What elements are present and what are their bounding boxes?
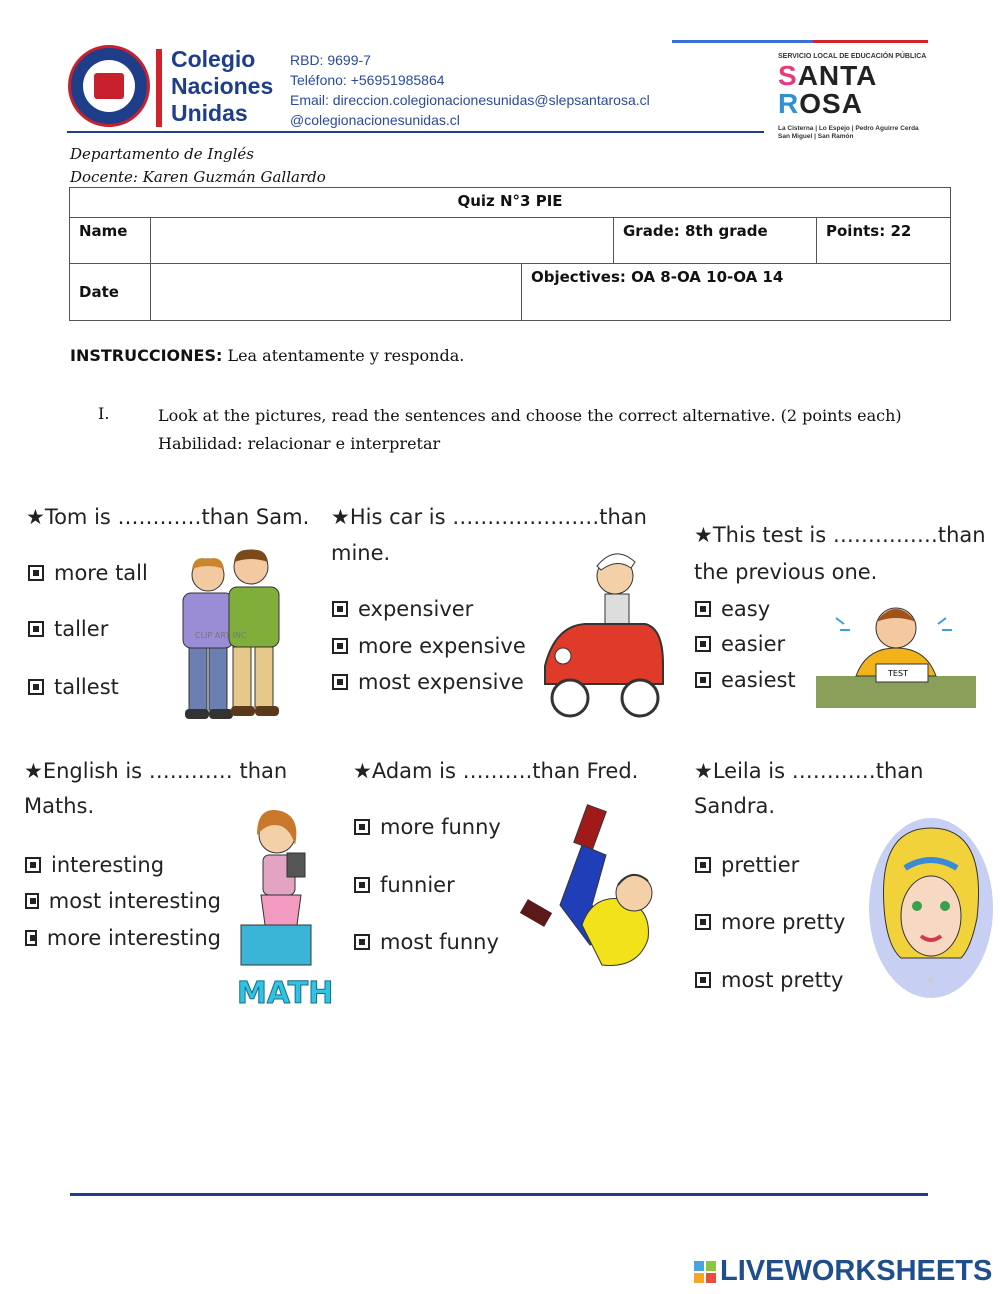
checkbox-icon[interactable] bbox=[332, 674, 348, 690]
boy-taking-test-picture bbox=[816, 598, 976, 708]
checkbox-icon[interactable] bbox=[332, 601, 348, 617]
question-2-cont: mine. bbox=[331, 541, 391, 565]
teacher: Docente: Karen Guzmán Gallardo bbox=[70, 168, 326, 186]
name-field[interactable] bbox=[151, 218, 614, 264]
checkbox-icon[interactable] bbox=[695, 914, 711, 930]
question-3-cont: the previous one. bbox=[694, 560, 878, 584]
santa-text: ANTA bbox=[797, 60, 878, 91]
header-rule bbox=[67, 131, 764, 133]
santa-rosa-logo: SANTA ROSA bbox=[778, 60, 878, 119]
liveworksheets-icon bbox=[694, 1261, 716, 1283]
checkbox-icon[interactable] bbox=[695, 601, 711, 617]
section-text: Look at the pictures, read the sentences and choose the correct alternative. (2 points each) bbox=[158, 406, 902, 425]
checkbox-icon[interactable] bbox=[354, 877, 370, 893]
section-instructions bbox=[158, 402, 918, 458]
instructions: INSTRUCCIONES: Lea atentamente y responda. bbox=[70, 346, 465, 365]
school-name: Colegio Naciones Unidas bbox=[171, 46, 274, 126]
phone: Teléfono: +56951985864 bbox=[290, 72, 445, 88]
man-in-car-picture bbox=[535, 546, 663, 722]
rbd: RBD: 9699-7 bbox=[290, 52, 371, 68]
department-info bbox=[70, 143, 326, 189]
option-3a[interactable]: easy bbox=[695, 597, 770, 621]
option-3c[interactable]: easiest bbox=[695, 668, 796, 692]
checkbox-icon[interactable] bbox=[695, 672, 711, 688]
slep-communes: La Cisterna | Lo Espejo | Pedro Aguirre Cerda San Miguel | San Ramón bbox=[778, 125, 919, 140]
question-5: ★Adam is ……….than Fred. bbox=[353, 759, 639, 783]
checkbox-icon[interactable] bbox=[695, 972, 711, 988]
points: Points: 22 bbox=[817, 218, 951, 264]
question-4: ★English is ………… than bbox=[24, 759, 288, 783]
objectives: Objectives: OA 8-OA 10-OA 14 bbox=[522, 264, 951, 321]
option-1c[interactable]: tallest bbox=[28, 675, 119, 699]
question-6-cont: Sandra. bbox=[694, 794, 776, 818]
option-2a[interactable]: expensiver bbox=[332, 597, 473, 621]
school-logo bbox=[68, 45, 150, 127]
option-5c[interactable]: most funny bbox=[354, 930, 499, 954]
falling-man-picture bbox=[522, 805, 670, 985]
question-1: ★Tom is …………than Sam. bbox=[26, 505, 310, 529]
question-2: ★His car is …………………than bbox=[331, 505, 647, 529]
checkbox-icon[interactable] bbox=[25, 930, 37, 946]
footer-rule bbox=[70, 1193, 928, 1196]
checkbox-icon[interactable] bbox=[25, 893, 39, 909]
option-5a[interactable]: more funny bbox=[354, 815, 501, 839]
liveworksheets-logo[interactable]: LIVEWORKSHEETS bbox=[694, 1255, 992, 1288]
two-boys-picture bbox=[163, 545, 291, 725]
checkbox-icon[interactable] bbox=[25, 857, 41, 873]
checkbox-icon[interactable] bbox=[695, 636, 711, 652]
date-field[interactable] bbox=[151, 264, 522, 321]
option-6c[interactable]: most pretty bbox=[695, 968, 843, 992]
header-top-rule bbox=[672, 40, 928, 43]
section-number: I. bbox=[98, 404, 110, 423]
clipart-watermark: CLIP ART INC bbox=[195, 631, 247, 640]
school-contact bbox=[290, 50, 650, 130]
option-6b[interactable]: more pretty bbox=[695, 910, 845, 934]
question-4-cont: Maths. bbox=[24, 794, 95, 818]
girl-on-math-book-picture bbox=[233, 805, 334, 1011]
checkbox-icon[interactable] bbox=[28, 565, 44, 581]
option-1b[interactable]: taller bbox=[28, 617, 108, 641]
test-paper-label: TEST bbox=[888, 669, 908, 678]
option-4a[interactable]: interesting bbox=[25, 853, 221, 877]
slep-label: SERVICIO LOCAL DE EDUCACIÓN PÚBLICA bbox=[778, 53, 927, 60]
option-4c[interactable]: more interesting bbox=[25, 926, 221, 950]
quiz-info-table bbox=[69, 187, 951, 321]
grade: Grade: 8th grade bbox=[614, 218, 817, 264]
logo-divider bbox=[156, 49, 162, 127]
email: Email: direccion.colegionacionesunidas@slepsantarosa.cl bbox=[290, 92, 650, 108]
option-3b[interactable]: easier bbox=[695, 632, 785, 656]
option-2c[interactable]: most expensive bbox=[332, 670, 524, 694]
checkbox-icon[interactable] bbox=[695, 857, 711, 873]
name-label: Name bbox=[70, 218, 151, 264]
checkbox-icon[interactable] bbox=[332, 638, 348, 654]
option-2b[interactable]: more expensive bbox=[332, 634, 526, 658]
social-handle: @colegionacionesunidas.cl bbox=[290, 112, 460, 128]
option-1a[interactable]: more tall bbox=[28, 561, 148, 585]
department: Departamento de Inglés bbox=[70, 145, 254, 163]
checkbox-icon[interactable] bbox=[354, 934, 370, 950]
quiz-title: Quiz N°3 PIE bbox=[70, 188, 951, 218]
option-6a[interactable]: prettier bbox=[695, 853, 799, 877]
question-6: ★Leila is …………than bbox=[694, 759, 924, 783]
section-skill: Habilidad: relacionar e interpretar bbox=[158, 434, 441, 453]
checkbox-icon[interactable] bbox=[354, 819, 370, 835]
date-label: Date bbox=[70, 264, 151, 321]
checkbox-icon[interactable] bbox=[28, 679, 44, 695]
blonde-woman-picture bbox=[865, 808, 995, 1003]
option-4b[interactable]: most interesting bbox=[25, 889, 221, 913]
question-3: ★This test is ……………than bbox=[694, 523, 986, 547]
checkbox-icon[interactable] bbox=[28, 621, 44, 637]
math-label: MATH bbox=[237, 976, 334, 1011]
option-5b[interactable]: funnier bbox=[354, 873, 455, 897]
